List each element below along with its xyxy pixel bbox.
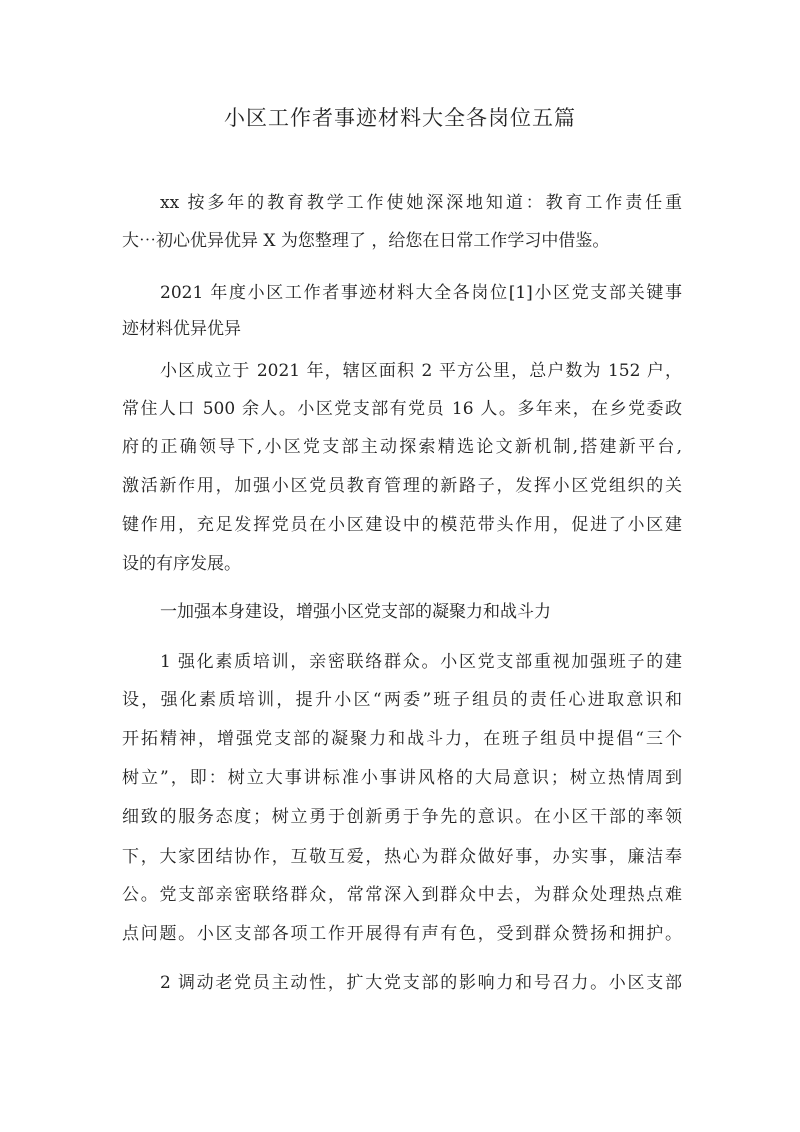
paragraph-4-line-4: 树立”，即：树立大事讲标准小事讲风格的大局意识；树立热情周到 — [122, 768, 682, 788]
paragraph-4-line-2: 设，强化素质培训，提升小区“两委”班子组员的责任心进取意识和 — [122, 690, 682, 710]
paragraph-1-line-1: xx 按多年的教育教学工作使她深深地知道：教育工作责任重 — [160, 193, 682, 213]
paragraph-4-line-1: 1 强化素质培训，亲密联络群众。小区党支部重视加强班子的建 — [160, 652, 682, 672]
paragraph-4-line-7: 公。党支部亲密联络群众，常常深入到群众中去，为群众处理热点难 — [122, 885, 682, 905]
paragraph-3-line-5: 键作用，充足发挥党员在小区建设中的模范带头作用，促进了小区建 — [122, 515, 682, 535]
paragraph-3-line-2: 常住人口 500 余人。小区党支部有党员 16 人。多年来，在乡党委政 — [122, 399, 682, 419]
section-heading: 一加强本身建设，增强小区党支部的凝聚力和战斗力 — [160, 602, 551, 622]
paragraph-2-line-1: 2021 年度小区工作者事迹材料大全各岗位[1]小区党支部关键事 — [160, 283, 682, 303]
paragraph-3-line-4: 激活新作用，加强小区党员教育管理的新路子，发挥小区党组织的关 — [122, 476, 682, 496]
paragraph-3-line-6: 设的有序发展。 — [122, 554, 241, 574]
paragraph-5-line-1: 2 调动老党员主动性，扩大党支部的影响力和号召力。小区支部 — [160, 973, 682, 993]
paragraph-4-line-8: 点问题。小区支部各项工作开展得有声有色，受到群众赞扬和拥护。 — [122, 924, 682, 944]
paragraph-4-line-3: 开拓精神，增强党支部的凝聚力和战斗力，在班子组员中提倡“三个 — [122, 729, 682, 749]
paragraph-3-line-1: 小区成立于 2021 年，辖区面积 2 平方公里，总户数为 152 户， — [160, 361, 682, 381]
paragraph-2-line-2: 迹材料优异优异 — [122, 319, 241, 339]
document-title: 小区工作者事迹材料大全各岗位五篇 — [224, 106, 576, 130]
paragraph-1-line-2: 大⋯初心优异优异 X 为您整理了 ，给您在日常工作学习中借鉴。 — [122, 231, 610, 251]
paragraph-4-line-6: 下，大家团结协作，互敬互爱，热心为群众做好事，办实事，廉洁奉 — [122, 847, 682, 867]
paragraph-4-line-5: 细致的服务态度；树立勇于创新勇于争先的意识。在小区干部的率领 — [122, 807, 682, 827]
paragraph-3-line-3: 府的正确领导下,小区党支部主动探索精选论文新机制,搭建新平台, — [122, 437, 682, 457]
